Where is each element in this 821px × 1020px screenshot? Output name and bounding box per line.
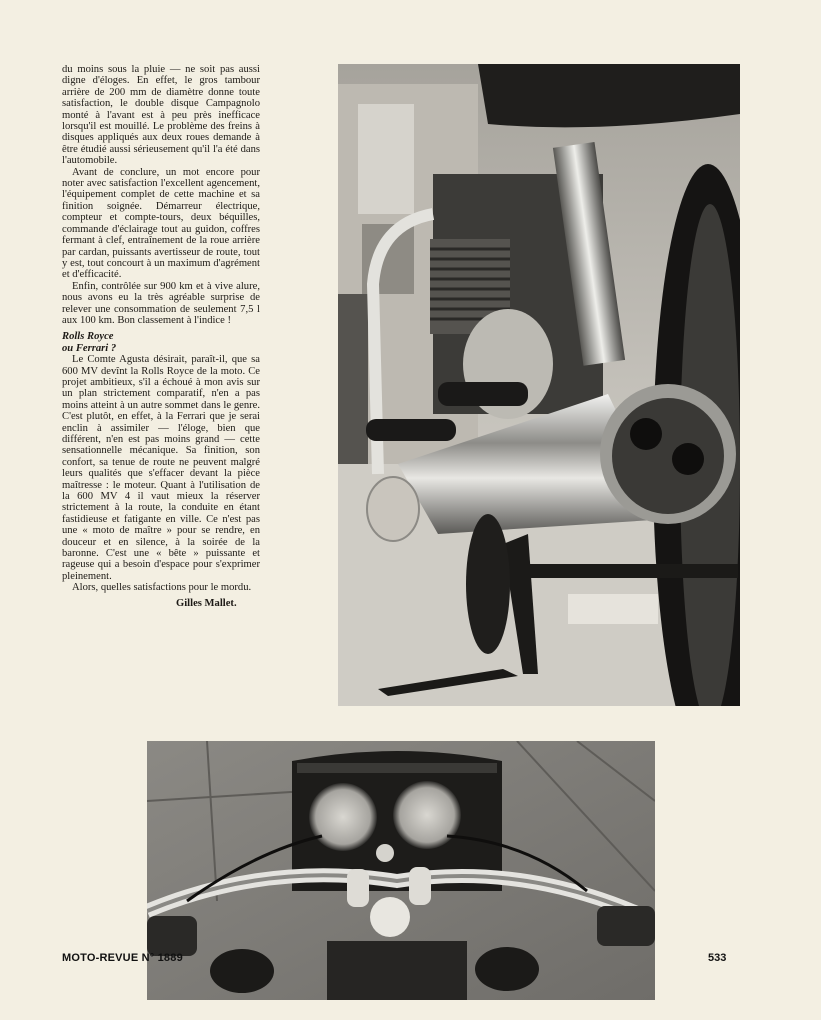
magazine-issue-label: MOTO-REVUE N° 1889 (62, 952, 183, 964)
article-paragraph: Enfin, contrôlée sur 900 km et à vive alure, nous avons eu la très agréable surprise de relever une consommation de seulement 7,5 l aux 100 km. Bon classement à l'indice ! (62, 280, 260, 326)
section-subheading (62, 331, 260, 354)
article-paragraph: Le Comte Agusta désirait, paraît-il, que sa 600 MV devînt la Rolls Royce de la moto. Ce projet ambitieux, s'il a échoué à mon avis sur un plan strictement comparatif, n'en a pas moins atteint à un autre sommet dans le genre. C'est plutôt, en effet, à la Ferrari que je serai enclin à assimiler — l'éloge, bien que différent, n'en est pas moins grand — cette sensationnelle mécanique. Sa finition, son confort, sa tenue de route ne peuvent malgré leurs qualités que s'effacer devant la pièce maîtresse : le moteur. Quant à l'utilisation de la 600 MV 4 il vaut mieux la réserver strictement à la route, la conduite en étant fastidieuse et fatigante en ville. Ce n'est pas une « moto de maître » pour se rendre, en douceur et en silence, à la soirée de la baronne. C'est une « bête » puissante et rageuse qui a besoin d'espace pour s'exprimer pleinement. (62, 354, 260, 582)
author-signature: Gilles Mallet. (176, 597, 237, 609)
page-number: 533 (708, 952, 727, 964)
subheading-line: Rolls Royce (62, 331, 114, 343)
motorcycle-exhaust-photo (338, 64, 740, 706)
article-column (62, 64, 260, 609)
article-paragraph: du moins sous la pluie — ne soit pas aussi digne d'éloges. En effet, le gros tambour arrière de 200 mm de diamètre donne toute satisfaction, le double disque Campagnolo monté à l'avant est à peu près inefficace lorsqu'il est mouillé. Le problème des freins à disques appliqués aux deux roues demande à être étudié aussi sérieusement qu'il l'a été dans l'automobile. (62, 64, 260, 167)
article-paragraph: Avant de conclure, un mot encore pour noter avec satisfaction l'excellent agencement, l'équipement complet de cette machine et sa finition soignée. Démarreur électrique, compteur et compte-tours, deux béquilles, commande d'éclairage tout au guidon, coffres fermant à clef, entraînement de la roue arrière par cardan, puissants avertisseur de route, tout y est, tout concourt à un maximum d'agrément et d'efficacité. (62, 166, 260, 281)
article-paragraph: Alors, quelles satisfactions pour le mordu. (72, 582, 252, 594)
handlebar-gauges-photo (147, 741, 655, 1000)
subheading-line: ou Ferrari ? (62, 342, 117, 354)
